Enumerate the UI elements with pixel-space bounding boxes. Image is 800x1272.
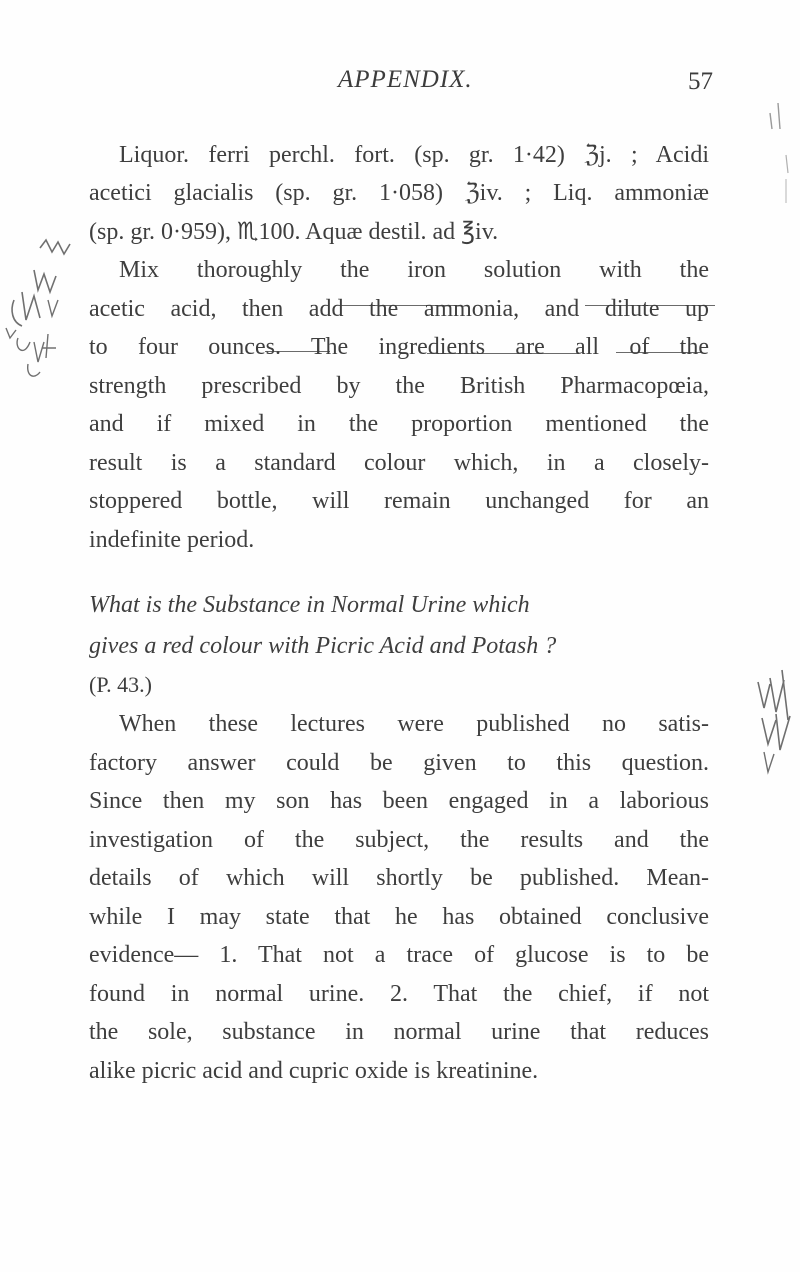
text-line: factory answer could be given to this question.: [89, 750, 709, 776]
text-line: to four ounces. The ingredients are all of the: [89, 334, 709, 360]
text-line: details of which will shortly be published. Mean-: [89, 865, 709, 891]
text-line: acetic acid, then add the ammonia, and dilute up: [89, 296, 709, 322]
section-heading-line: What is the Substance in Normal Urine which: [89, 592, 530, 618]
text-line: result is a standard colour which, in a closely-: [89, 450, 709, 476]
text-line: strength prescribed by the British Pharmacopœia,: [89, 373, 709, 399]
margin-scribble-left: [0, 230, 90, 390]
margin-scribble-right-top: [756, 95, 796, 215]
text-line: Liquor. ferri perchl. fort. (sp. gr. 1·42) ℨj. ; Acidi: [119, 142, 709, 168]
text-line: When these lectures were published no satis-: [119, 711, 709, 737]
text-line: indefinite period.: [89, 527, 255, 553]
text-line: Mix thoroughly the iron solution with the: [119, 257, 709, 283]
text-line: (sp. gr. 0·959), ♏︎100. Aquæ destil. ad ℥iv.: [89, 219, 499, 245]
running-title: APPENDIX.: [338, 66, 473, 93]
text-line: stoppered bottle, will remain unchanged for an: [89, 488, 709, 514]
text-line: while I may state that he has obtained conclusive: [89, 904, 709, 930]
section-heading-line: gives a red colour with Picric Acid and Potash ?: [89, 633, 557, 659]
text-line: acetici glacialis (sp. gr. 1·058) ℨiv. ; Liq. ammoniæ: [89, 180, 709, 206]
text-line: Since then my son has been engaged in a laborious: [89, 788, 709, 814]
text-line: and if mixed in the proportion mentioned the: [89, 411, 709, 437]
cross-reference: (P. 43.): [89, 672, 152, 697]
text-line: the sole, substance in normal urine that reduces: [89, 1019, 709, 1045]
margin-scribble-right-mid: [740, 660, 800, 800]
text-line: evidence— 1. That not a trace of glucose is to be: [89, 942, 709, 968]
text-line: investigation of the subject, the results and the: [89, 827, 709, 853]
page-number: 57: [688, 68, 713, 95]
text-line: alike picric acid and cupric oxide is kreatinine.: [89, 1058, 539, 1084]
text-line: found in normal urine. 2. That the chief, if not: [89, 981, 709, 1007]
running-head: [0, 66, 800, 106]
